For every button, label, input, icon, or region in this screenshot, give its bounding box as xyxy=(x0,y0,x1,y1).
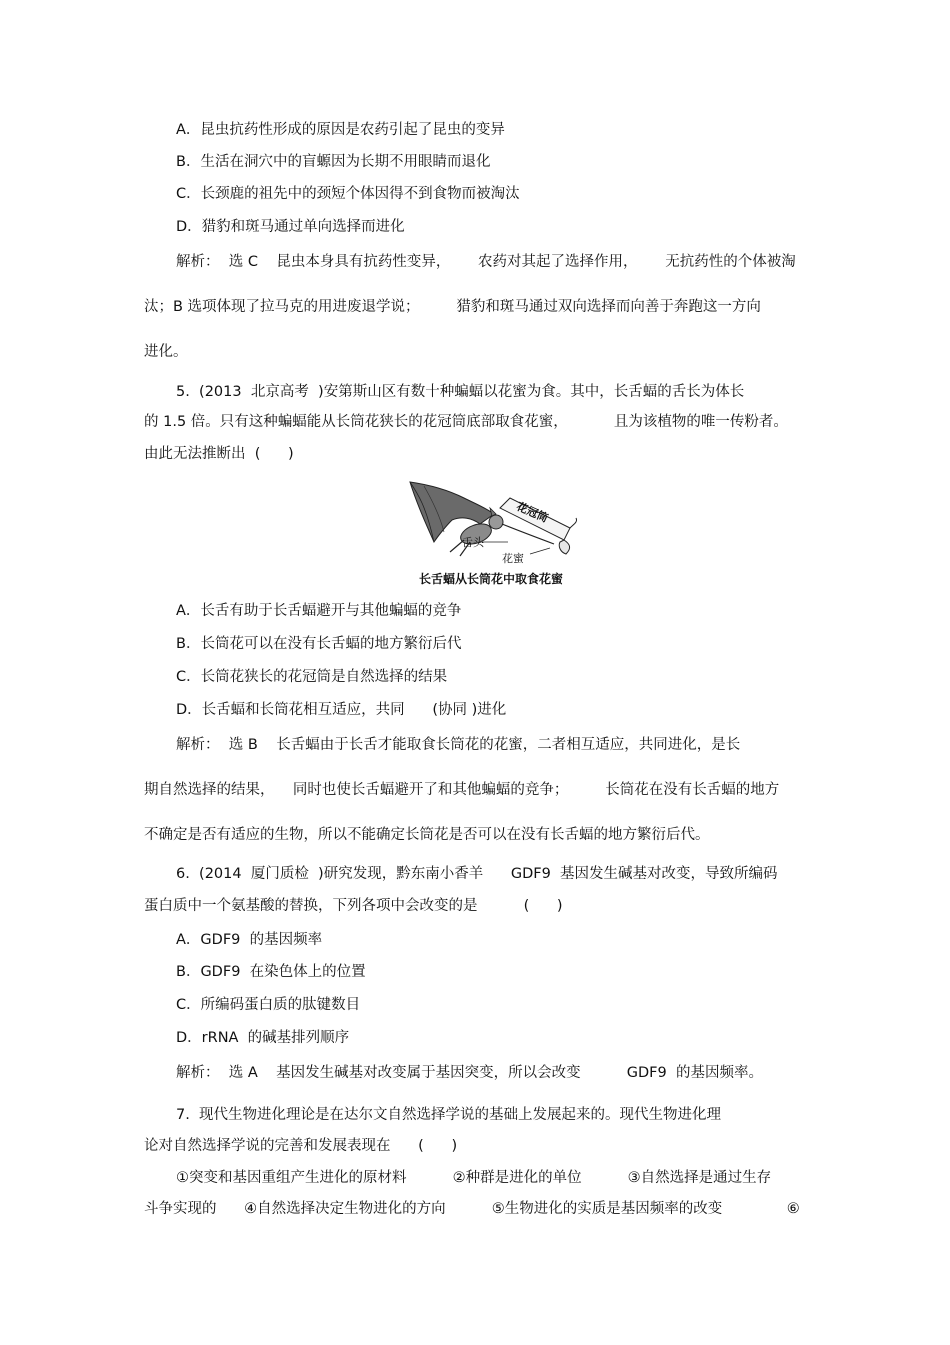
q6-stem-line-1: 6. (2014 厦门质检 )研究发现，黔东南小香羊 GDF9 基因发生碱基对改变，导致所编码 xyxy=(176,866,778,882)
q7-items-line-2: 斗争实现的 ④自然选择决定生物进化的方向 ⑤生物进化的实质是基因频率的改变 ⑥ xyxy=(144,1201,800,1217)
bat-flower-illustration xyxy=(404,478,578,570)
q6-stem-line-2: 蛋白质中一个氨基酸的替换，下列各项中会改变的是 ( ) xyxy=(144,898,563,914)
q5-analysis-line-2: 期自然选择的结果， 同时也使长舌蝠避开了和其他蝙蝠的竞争； 长筒花在没有长舌蝠的地方 xyxy=(144,782,780,798)
bat-flower-figure xyxy=(404,478,578,588)
q4-option-c: C．长颈鹿的祖先中的颈短个体因得不到食物而被淘汰 xyxy=(176,186,520,202)
q4-analysis-line-3: 进化。 xyxy=(144,344,188,360)
q6-option-a: A．GDF9 的基因频率 xyxy=(176,932,323,948)
q5-analysis-line-3: 不确定是否有适应的生物，所以不能确定长筒花是否可以在没有长舌蝠的地方繁衍后代。 xyxy=(144,827,710,843)
q5-option-b: B．长筒花可以在没有长舌蝠的地方繁衍后代 xyxy=(176,636,462,652)
corolla-tube-label: 花冠筒 xyxy=(514,499,551,526)
q4-option-a: A．昆虫抗药性形成的原因是农药引起了昆虫的变异 xyxy=(176,122,505,138)
q6-analysis: 解析： 选 A 基因发生碱基对改变属于基因突变，所以会改变 GDF9 的基因频率。 xyxy=(176,1065,763,1081)
q7-items-line-1: ①突变和基因重组产生进化的原材料 ②种群是进化的单位 ③自然选择是通过生存 xyxy=(176,1170,772,1186)
nectar-label: 花蜜 xyxy=(502,552,524,565)
q5-stem-line-1: 5. (2013 北京高考 )安第斯山区有数十种蝙蝠以花蜜为食。其中，长舌蝠的舌长为体长 xyxy=(176,384,745,400)
q5-option-c: C．长筒花狭长的花冠筒是自然选择的结果 xyxy=(176,669,448,685)
q6-option-b: B．GDF9 在染色体上的位置 xyxy=(176,964,366,980)
q4-analysis-line-1: 解析： 选 C 昆虫本身具有抗药性变异， 农药对其起了选择作用， 无抗药性的个体被淘 xyxy=(176,254,796,270)
q5-analysis-line-1: 解析： 选 B 长舌蝠由于长舌才能取食长筒花的花蜜，二者相互适应，共同进化，是长 xyxy=(176,737,741,753)
figure-caption: 长舌蝠从长筒花中取食花蜜 xyxy=(418,572,563,586)
q4-option-b: B．生活在洞穴中的盲螈因为长期不用眼睛而退化 xyxy=(176,154,491,170)
q5-stem-line-2: 的 1.5 倍。只有这种蝙蝠能从长筒花狭长的花冠筒底部取食花蜜， 且为该植物的唯一传粉者。 xyxy=(144,414,788,430)
q7-stem-line-1: 7. 现代生物进化理论是在达尔文自然选择学说的基础上发展起来的。现代生物进化理 xyxy=(176,1107,722,1123)
q5-option-d: D．长舌蝠和长筒花相互适应，共同 (协同 )进化 xyxy=(176,702,507,718)
tongue-label: 舌头 xyxy=(462,536,484,549)
q4-analysis-line-2: 汰；B 选项体现了拉马克的用进废退学说； 猎豹和斑马通过双向选择而向善于奔跑这一方向 xyxy=(144,299,761,315)
q6-option-c: C．所编码蛋白质的肽键数目 xyxy=(176,997,361,1013)
q4-option-d: D．猎豹和斑马通过单向选择而进化 xyxy=(176,219,405,235)
q5-stem-line-3: 由此无法推断出 ( ) xyxy=(144,446,294,462)
q7-stem-line-2: 论对自然选择学说的完善和发展表现在 ( ) xyxy=(144,1138,458,1154)
q5-option-a: A．长舌有助于长舌蝠避开与其他蝙蝠的竞争 xyxy=(176,603,462,619)
q6-option-d: D．rRNA 的碱基排列顺序 xyxy=(176,1030,350,1046)
